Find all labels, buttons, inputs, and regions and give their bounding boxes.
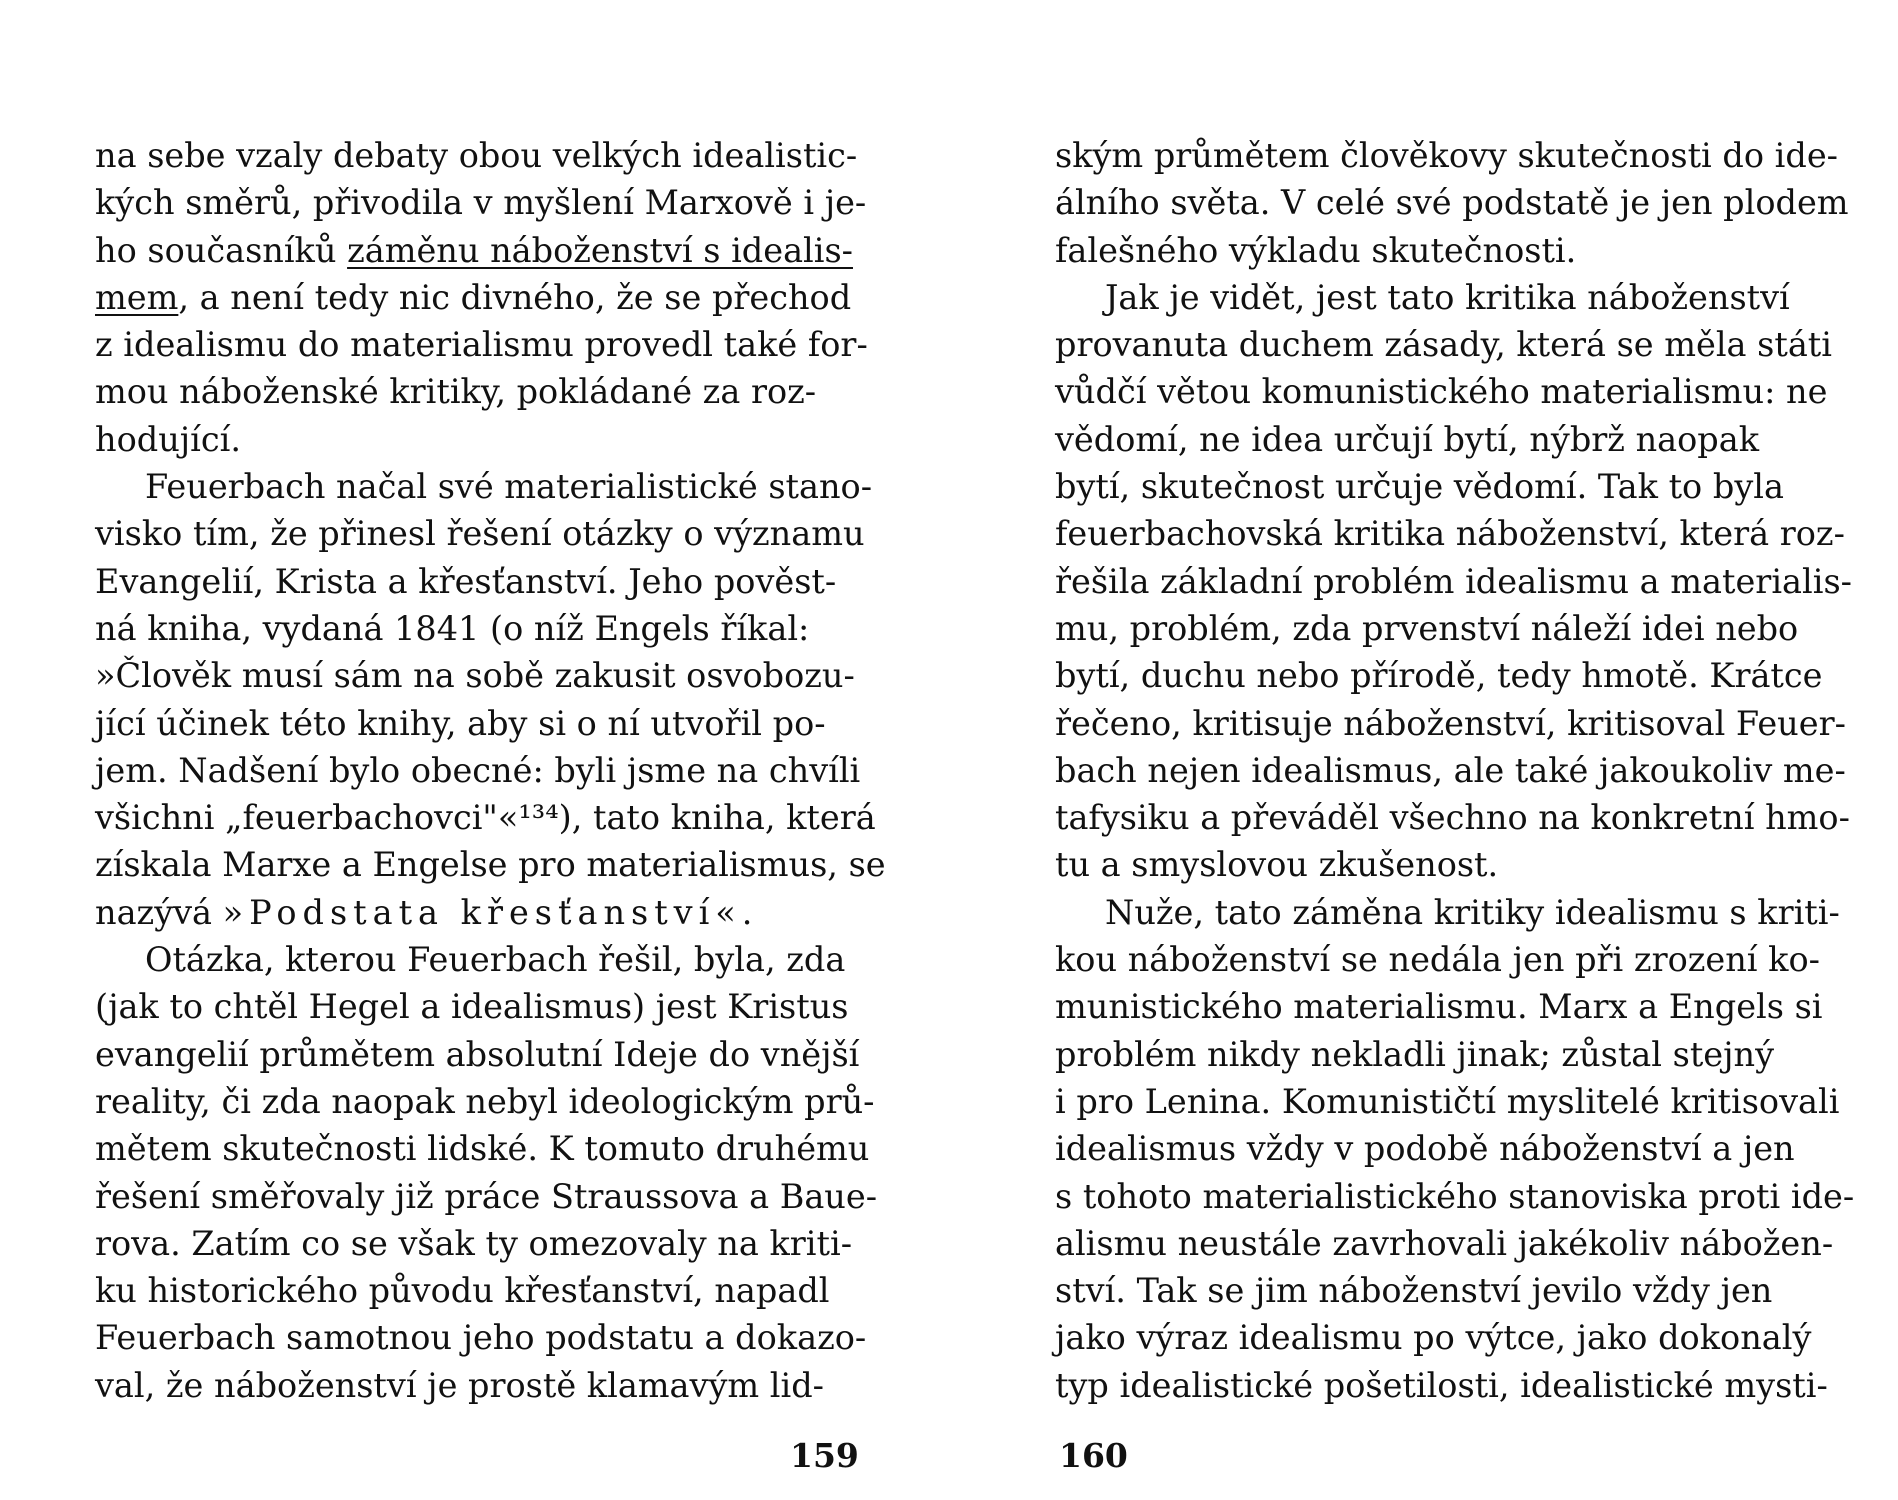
text-line: feuerbachovská kritika náboženství, která roz- [1055, 514, 1845, 554]
underlined-phrase: záměnu náboženství s idealis- [347, 230, 853, 270]
book-title: »Podstata křesťanství«. [222, 892, 759, 932]
text-line: alismu neustále zavrhovali jakékoliv nábožen- [1055, 1223, 1834, 1263]
text-line: álního světa. V celé své podstatě je jen plodem [1055, 183, 1849, 223]
text-line: hodující. [95, 419, 241, 459]
text-line: na sebe vzaly debaty obou velkých idealistic- [95, 136, 858, 175]
text-line: získala Marxe a Engelse pro materialismus, se [95, 845, 886, 885]
text-line: jako výraz idealismu po výtce, jako dokonalý [1055, 1318, 1812, 1358]
text-line: kých směrů, přivodila v myšlení Marxově i je- [95, 183, 867, 223]
text-line: bytí, duchu nebo přírodě, tedy hmotě. Krátce [1055, 656, 1823, 696]
text-line: typ idealistické pošetilosti, idealistické mysti- [1055, 1365, 1828, 1405]
text-line: mou náboženské kritiky, pokládané za roz- [95, 372, 817, 412]
right-page-text [1055, 132, 1854, 1409]
text-line [95, 889, 886, 936]
text-line: provanuta duchem zásady, která se měla státi [1055, 325, 1832, 365]
text-line: Nuže, tato záměna kritiky idealismu s kriti- [1105, 892, 1840, 932]
text-line: visko tím, že přinesl řešení otázky o významu [95, 514, 865, 554]
text-fragment: , a není tedy nic divného, že se přechod [178, 277, 852, 317]
text-line: falešného výkladu skutečnosti. [1055, 230, 1577, 270]
text-line: evangelií průmětem absolutní Ideje do vnější [95, 1034, 860, 1074]
text-line: všichni „feuerbachovci"«¹³⁴), tato kniha, která [95, 798, 876, 838]
text-line: Feuerbach načal své materialistické stano- [145, 467, 873, 507]
text-line: jící účinek této knihy, aby si o ní utvořil po- [95, 703, 826, 743]
text-line: ná kniha, vydaná 1841 (o níž Engels říkal: [95, 608, 810, 648]
text-line: reality, či zda naopak nebyl ideologickým prů- [95, 1081, 875, 1121]
text-line: ským průmětem člověkovy skutečnosti do ide- [1055, 136, 1838, 175]
text-line: s tohoto materialistického stanoviska proti ide- [1055, 1176, 1855, 1216]
page-number-right: 160 [1059, 1436, 1128, 1475]
text-line: munistického materialismu. Marx a Engels si [1055, 987, 1823, 1027]
text-line: mu, problém, zda prvenství náleží idei nebo [1055, 608, 1799, 648]
text-line: val, že náboženství je prostě klamavým lid- [95, 1365, 824, 1405]
text-line: řečeno, kritisuje náboženství, kritisoval Feuer- [1055, 703, 1846, 743]
text-line: tafysiku a převáděl všechno na konkretní hmo- [1055, 798, 1850, 838]
text-line: »Člověk musí sám na sobě zakusit osvobozu- [95, 656, 855, 696]
underlined-phrase: mem [95, 277, 179, 317]
text-line: (jak to chtěl Hegel a idealismus) jest Kristus [95, 987, 849, 1027]
text-fragment: ho současníků [95, 230, 348, 270]
text-line [95, 227, 886, 274]
text-line: bach nejen idealismus, ale také jakoukoliv me- [1055, 750, 1846, 790]
text-line: jem. Nadšení bylo obecné: byli jsme na chvíli [95, 750, 861, 790]
text-line: i pro Lenina. Komunističtí myslitelé kritisovali [1055, 1081, 1840, 1121]
text-line: Evangelií, Krista a křesťanství. Jeho pověst- [95, 561, 837, 601]
text-line: řešila základní problém idealismu a materialis- [1055, 561, 1852, 601]
text-line: Otázka, kterou Feuerbach řešil, byla, zda [145, 940, 846, 980]
text-line: kou náboženství se nedála jen při zrození ko- [1055, 940, 1820, 980]
text-line: ku historického původu křesťanství, napadl [95, 1271, 830, 1311]
text-line: Jak je vidět, jest tato kritika náboženství [1105, 277, 1790, 317]
text-line: ství. Tak se jim náboženství jevilo vždy jen [1055, 1271, 1773, 1311]
text-line: Feuerbach samotnou jeho podstatu a dokazo- [95, 1318, 867, 1358]
text-line: problém nikdy nekladli jinak; zůstal stejný [1055, 1034, 1775, 1074]
text-line: mětem skutečnosti lidské. K tomuto druhému [95, 1129, 870, 1169]
text-line: vědomí, ne idea určují bytí, nýbrž naopak [1055, 419, 1760, 459]
text-line [95, 274, 886, 321]
text-line: vůdčí větou komunistického materialismu: ne [1055, 372, 1828, 412]
text-line: řešení směřovaly již práce Straussova a Baue- [95, 1176, 878, 1216]
page-number-left: 159 [790, 1436, 859, 1475]
text-line: bytí, skutečnost určuje vědomí. Tak to byla [1055, 467, 1784, 507]
text-line: idealismus vždy v podobě náboženství a jen [1055, 1129, 1795, 1169]
left-page-text [95, 132, 886, 1409]
text-line: z idealismu do materialismu provedl také for- [95, 325, 868, 365]
text-line: rova. Zatím co se však ty omezovaly na kriti- [95, 1223, 853, 1263]
text-fragment: nazývá [95, 892, 223, 932]
text-line: tu a smyslovou zkušenost. [1055, 845, 1499, 885]
